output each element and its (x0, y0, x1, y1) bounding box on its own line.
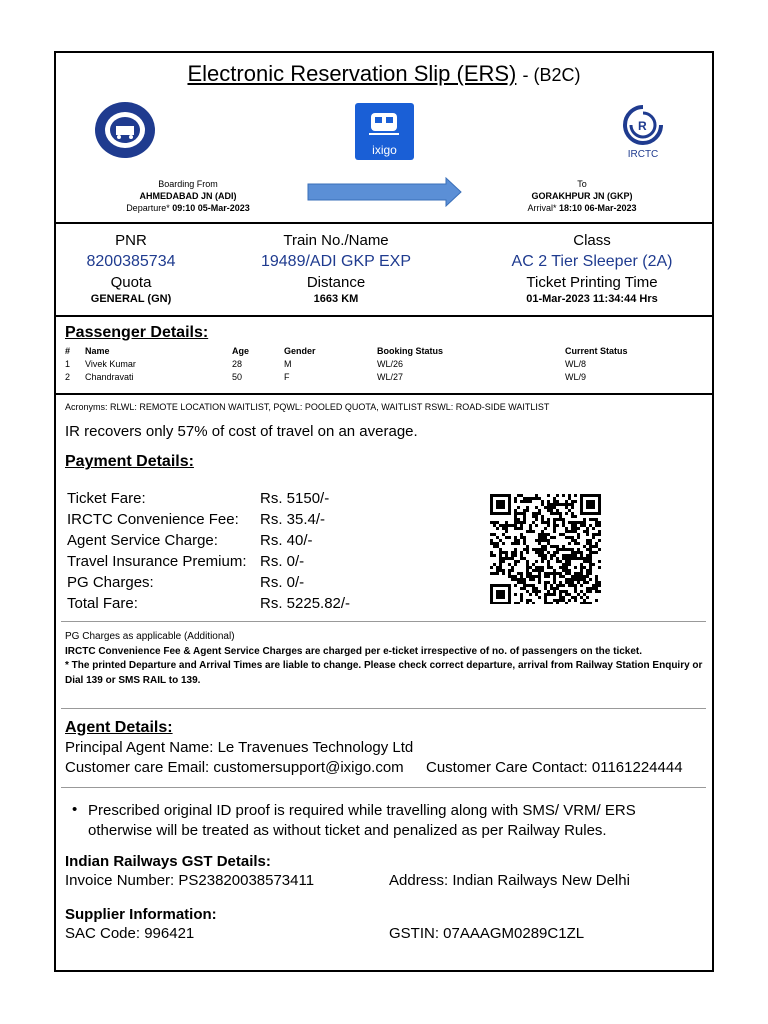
quota-value: GENERAL (GN) (90, 293, 172, 305)
pg-charges-note: PG Charges as applicable (Additional) (65, 631, 235, 642)
payment-heading: Payment Details: (65, 453, 194, 470)
total-fare-value: Rs. 5225.82/- (260, 595, 351, 612)
table-cell: 2 (65, 372, 71, 382)
distance-label: Distance (306, 274, 366, 291)
customer-care-email: Customer care Email: customersupport@ixigo.com (65, 759, 404, 776)
ticket-frame (54, 51, 714, 972)
arrival-value: 18:10 06-Mar-2023 (558, 203, 637, 213)
table-cell: Vivek Kumar (85, 359, 136, 369)
destination-station: GORAKHPUR JN (GKP) (531, 191, 633, 201)
departure-value: 09:10 05-Mar-2023 (172, 203, 250, 213)
table-cell: WL/26 (377, 359, 404, 369)
col-header-age: Age (232, 346, 250, 356)
quota-label: Quota (110, 274, 152, 291)
train-label: Train No./Name (283, 232, 389, 249)
pnr-label: PNR (115, 232, 147, 249)
boarding-from-label: Boarding From (158, 179, 218, 189)
id-proof-note: Prescribed original ID proof is required while travelling along with SMS/ VRM/ ERS otherwise will be treated as without ticket and penalized as per Railway Rules. (88, 802, 636, 839)
fare-label: Ticket Fare: (67, 490, 146, 507)
table-cell: WL/27 (377, 372, 404, 382)
divider (56, 393, 712, 395)
col-header-number: # (65, 346, 71, 356)
print-time-value: 01-Mar-2023 11:34:44 Hrs (526, 293, 658, 305)
col-header-current-status: Current Status (565, 346, 628, 356)
journey-arrow-icon (306, 177, 466, 207)
class-label: Class (573, 232, 611, 249)
class-value: AC 2 Tier Sleeper (2A) (511, 253, 673, 270)
gstin: GSTIN: 07AAAGM0289C1ZL (389, 925, 585, 942)
passenger-table (65, 346, 705, 386)
divider (56, 315, 712, 317)
table-cell: WL/8 (565, 359, 587, 369)
table-cell: 28 (232, 359, 243, 369)
notes-block (65, 630, 705, 688)
customer-care-contact: Customer Care Contact: 01161224444 (426, 759, 683, 776)
ir-recovery-note: IR recovers only 57% of cost of travel on an average. (65, 423, 418, 440)
table-cell: M (284, 359, 292, 369)
indian-railways-logo (94, 101, 156, 159)
convenience-fee-value: Rs. 35.4/- (260, 511, 326, 528)
agent-charge-label: Agent Service Charge: (67, 532, 218, 549)
divider (61, 708, 706, 709)
table-cell: 50 (232, 372, 243, 382)
convenience-fee-label: IRCTC Convenience Fee: (67, 511, 239, 528)
gst-heading: Indian Railways GST Details: (65, 853, 271, 870)
title-suffix: - (B2C) (522, 65, 581, 85)
title-text: Electronic Reservation Slip (ERS) (187, 61, 517, 86)
qr-code (488, 494, 604, 604)
divider (56, 222, 712, 224)
insurance-value: Rs. 0/- (260, 553, 305, 570)
train-value: 19489/ADI GKP EXP (260, 253, 411, 270)
page-title (56, 61, 712, 87)
principal-agent: Principal Agent Name: Le Travenues Technology Ltd (65, 739, 414, 756)
timing-note: * The printed Departure and Arrival Times are liable to change. Please check correct departure, arrival from Railway Station Enquiry or Dial 139 or SMS RAIL to 139. (65, 660, 703, 686)
pnr-value: 8200385734 (86, 253, 176, 270)
fare-value: Rs. 5150/- (260, 490, 330, 507)
destination-block (492, 178, 672, 214)
supplier-heading: Supplier Information: (65, 906, 217, 923)
table-cell: WL/9 (565, 372, 587, 382)
gst-address: Address: Indian Railways New Delhi (389, 872, 630, 889)
irctc-logo-text: IRCTC (627, 149, 659, 160)
invoice-number: Invoice Number: PS23820038573411 (65, 872, 315, 889)
col-header-name: Name (85, 346, 110, 356)
col-header-gender: Gender (284, 346, 316, 356)
ixigo-logo (355, 103, 414, 160)
arrival-label: Arrival* (527, 203, 557, 213)
boarding-from-block (98, 178, 278, 214)
pg-charges-value: Rs. 0/- (260, 574, 305, 591)
pg-charges-label: PG Charges: (67, 574, 154, 591)
print-time-label: Ticket Printing Time (526, 274, 658, 291)
fee-note: IRCTC Convenience Fee & Agent Service Charges are charged per e-ticket irrespective of no. of passengers on the ticket. (65, 645, 643, 657)
divider (61, 621, 706, 622)
acronyms-text: Acronyms: RLWL: REMOTE LOCATION WAITLIST, PQWL: POOLED QUOTA, WAITLIST RSWL: ROAD-SIDE WAITLIST (65, 402, 550, 412)
table-cell: 1 (65, 359, 71, 369)
departure-label: Departure* (126, 203, 170, 213)
insurance-label: Travel Insurance Premium: (67, 553, 247, 570)
bullet-icon: • (72, 801, 78, 818)
ixigo-logo-text: ixigo (372, 143, 397, 157)
sac-code: SAC Code: 996421 (65, 925, 195, 942)
boarding-station: AHMEDABAD JN (ADI) (139, 191, 237, 201)
agent-heading: Agent Details: (65, 719, 173, 736)
svg-text:R: R (638, 119, 647, 133)
agent-charge-value: Rs. 40/- (260, 532, 313, 549)
to-label: To (577, 179, 587, 189)
col-header-booking-status: Booking Status (377, 346, 444, 356)
qr-code-graphic (488, 494, 604, 604)
table-cell: F (284, 372, 290, 382)
total-fare-label: Total Fare: (67, 595, 138, 612)
passenger-heading: Passenger Details: (65, 324, 209, 341)
distance-value: 1663 KM (313, 293, 359, 305)
irctc-logo (618, 103, 668, 163)
divider (61, 787, 706, 788)
table-cell: Chandravati (85, 372, 134, 382)
